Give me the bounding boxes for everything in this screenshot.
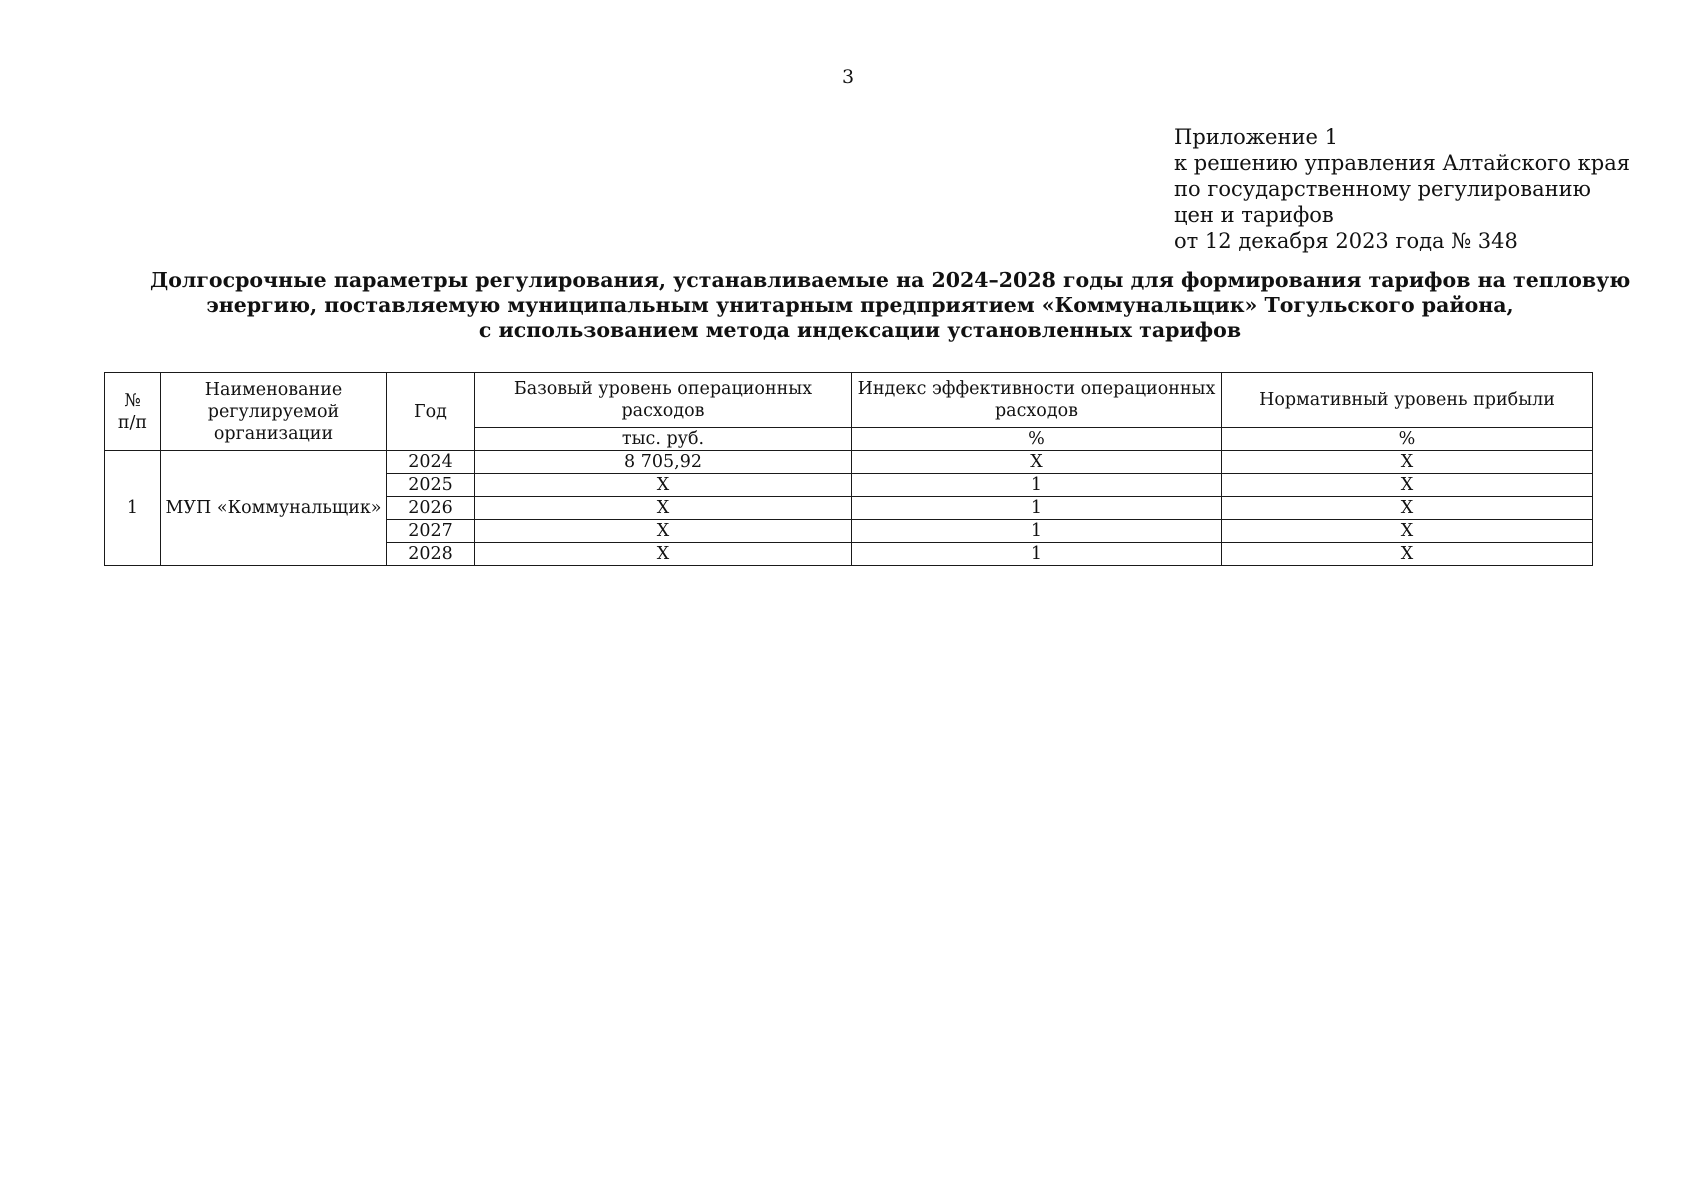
cell-base: X	[475, 497, 852, 520]
unit-index: %	[852, 428, 1222, 451]
appendix-block	[1174, 124, 1630, 254]
cell-base: X	[475, 474, 852, 497]
cell-index: 1	[852, 474, 1222, 497]
appendix-line: к решению управления Алтайского края	[1174, 151, 1630, 175]
cell-profit: X	[1222, 451, 1593, 474]
cell-base: 8 705,92	[475, 451, 852, 474]
header-index-line2: расходов	[994, 401, 1078, 421]
cell-year: 2024	[387, 451, 475, 474]
unit-profit: %	[1222, 428, 1593, 451]
header-num-line1: №	[124, 390, 141, 411]
header-index-line1: Индекс эффективности операционных	[857, 379, 1216, 399]
cell-year: 2028	[387, 543, 475, 566]
header-year: Год	[387, 373, 475, 451]
cell-profit: X	[1222, 543, 1593, 566]
document-title	[150, 268, 1631, 343]
appendix-line: по государственному регулированию	[1174, 177, 1591, 201]
cell-base: X	[475, 520, 852, 543]
cell-index: 1	[852, 543, 1222, 566]
cell-profit: X	[1222, 520, 1593, 543]
cell-base: X	[475, 543, 852, 566]
appendix-line: от 12 декабря 2023 года № 348	[1174, 229, 1518, 253]
cell-year: 2026	[387, 497, 475, 520]
cell-year: 2025	[387, 474, 475, 497]
cell-profit: X	[1222, 497, 1593, 520]
cell-year: 2027	[387, 520, 475, 543]
table-row	[105, 451, 1593, 474]
title-line: энергию, поставляемую муниципальным унитарным предприятием «Коммунальщик» Тогульского района,	[206, 293, 1514, 317]
appendix-line: Приложение 1	[1174, 125, 1338, 149]
header-org-line2: регулируемой	[207, 401, 340, 422]
header-base-level	[475, 373, 852, 428]
header-profit-level: Нормативный уровень прибыли	[1222, 373, 1593, 428]
title-line: с использованием метода индексации установленных тарифов	[478, 318, 1242, 342]
header-org-line3: организации	[213, 423, 334, 444]
header-base-line1: Базовый уровень операционных	[513, 379, 813, 399]
cell-index: 1	[852, 497, 1222, 520]
header-organization	[161, 373, 387, 451]
header-org-line1: Наименование	[204, 379, 343, 400]
header-base-line2: расходов	[621, 401, 705, 421]
cell-index: 1	[852, 520, 1222, 543]
unit-base: тыс. руб.	[475, 428, 852, 451]
title-line: Долгосрочные параметры регулирования, устанавливаемые на 2024–2028 годы для формирования тарифов на тепловую	[150, 268, 1631, 292]
header-num	[105, 373, 161, 451]
header-row	[105, 373, 1593, 428]
header-num-line2: п/п	[117, 412, 148, 433]
cell-profit: X	[1222, 474, 1593, 497]
header-efficiency-index	[852, 373, 1222, 428]
cell-org-num: 1	[105, 451, 161, 566]
page-number: 3	[841, 66, 855, 88]
cell-index: X	[852, 451, 1222, 474]
appendix-line: цен и тарифов	[1174, 203, 1334, 227]
cell-org-name: МУП «Коммунальщик»	[161, 451, 387, 566]
regulation-parameters-table	[104, 372, 1593, 566]
